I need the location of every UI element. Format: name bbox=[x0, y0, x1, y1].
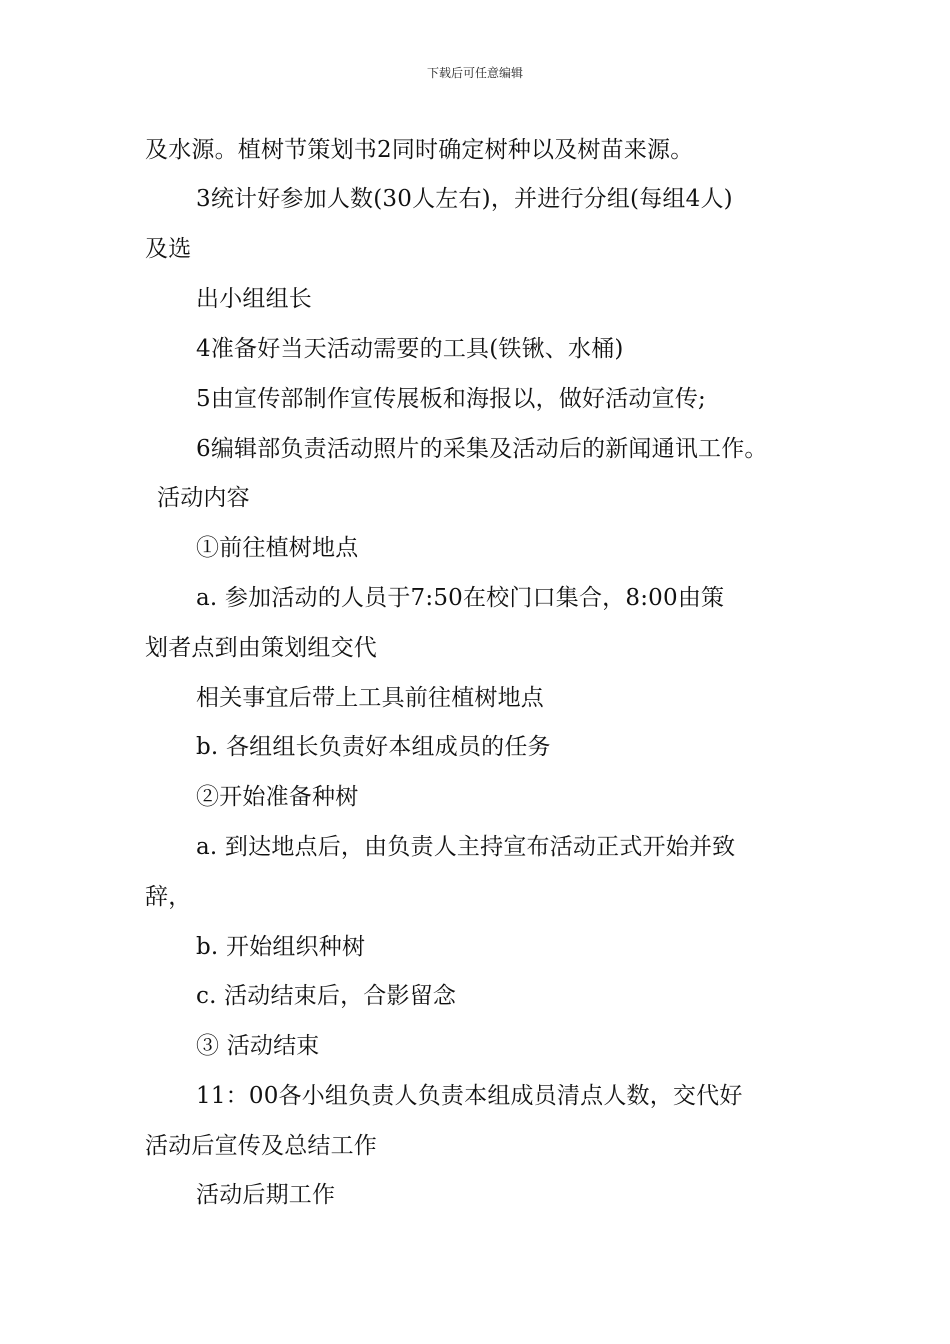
page-header: 下载后可任意编辑 bbox=[426, 66, 523, 80]
text-line: c. 活动结束后，合影留念 bbox=[196, 983, 457, 1009]
text-line: a. 参加活动的人员于7:50在校门口集合，8:00由策 bbox=[196, 585, 725, 611]
text-line: b. 开始组织种树 bbox=[196, 934, 366, 960]
text-line: 出小组组长 bbox=[196, 286, 312, 312]
section-heading: 活动内容 bbox=[157, 485, 250, 511]
text-line: 4准备好当天活动需要的工具(铁锹、水桶) bbox=[196, 336, 624, 362]
text-line: ②开始准备种树 bbox=[196, 784, 359, 810]
text-line: 及水源。植树节策划书2同时确定树种以及树苗来源。 bbox=[145, 137, 694, 163]
text-line: b. 各组组长负责好本组成员的任务 bbox=[196, 734, 551, 760]
text-line: 6编辑部负责活动照片的采集及活动后的新闻通讯工作。 bbox=[196, 436, 768, 462]
text-line: 及选 bbox=[145, 236, 192, 262]
text-line: 11：00各小组负责人负责本组成员清点人数，交代好 bbox=[196, 1083, 743, 1109]
text-line: 辞， bbox=[145, 884, 192, 910]
text-line: ①前往植树地点 bbox=[196, 535, 359, 561]
text-line: a. 到达地点后，由负责人主持宣布活动正式开始并致 bbox=[196, 834, 736, 860]
text-line: 5由宣传部制作宣传展板和海报以，做好活动宣传; bbox=[196, 386, 706, 412]
text-line: 相关事宜后带上工具前往植树地点 bbox=[196, 685, 544, 711]
text-line: 活动后宣传及总结工作 bbox=[145, 1133, 377, 1159]
text-line: 活动后期工作 bbox=[196, 1182, 336, 1208]
text-line: ③ 活动结束 bbox=[196, 1033, 320, 1059]
text-line: 3统计好参加人数(30人左右)，并进行分组(每组4人) bbox=[196, 186, 733, 212]
text-line: 划者点到由策划组交代 bbox=[145, 635, 377, 661]
